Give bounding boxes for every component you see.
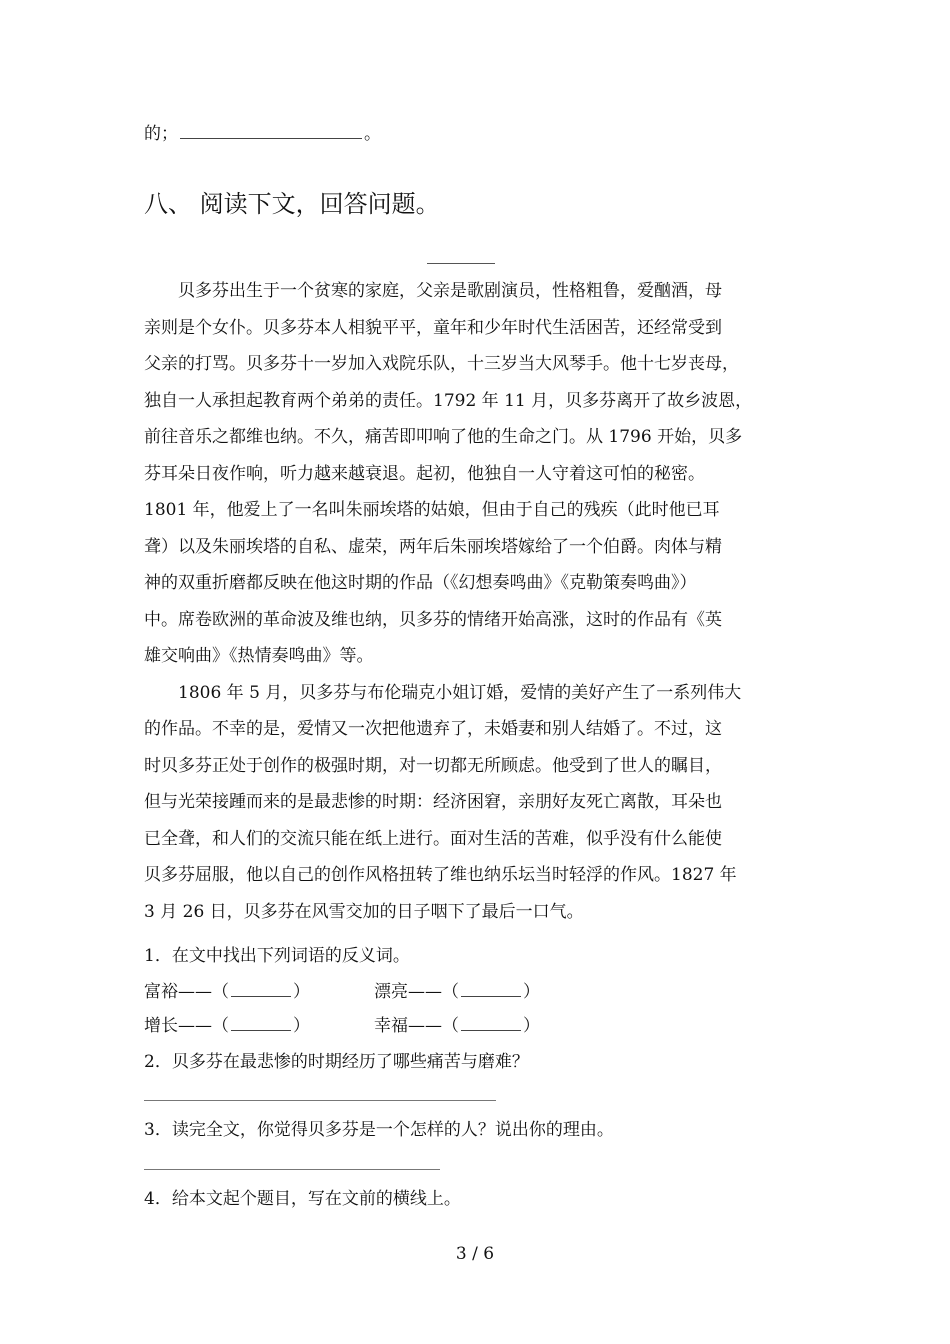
question-2-answer-line[interactable] [144, 1100, 496, 1101]
antonym-pair [374, 1014, 540, 1038]
passage-line: 中。席卷欧洲的革命波及维也纳，贝多芬的情绪开始高涨，这时的作品有《英 [144, 609, 722, 630]
passage-line: 贝多芬出生于一个贫寒的家庭，父亲是歌剧演员，性格粗鲁，爱酗酒，母 [144, 281, 722, 301]
question-3: 3．读完全文，你觉得贝多芬是一个怎样的人？说出你的理由。 [144, 1120, 614, 1140]
antonym-close: ） [523, 1016, 540, 1036]
passage-line: 时贝多芬正处于创作的极强时期，对一切都无所顾虑。他受到了世人的瞩目， [144, 755, 722, 776]
passage-line: 亲则是个女仆。贝多芬本人相貌平平，童年和少年时代生活困苦，还经常受到 [144, 317, 722, 338]
passage-line: 3 月 26 日，贝多芬在风雪交加的日子咽下了最后一口气。 [144, 901, 584, 922]
antonym-pair [144, 980, 310, 1004]
page-number: 3 / 6 [455, 1244, 495, 1264]
question-2: 2．贝多芬在最悲惨的时期经历了哪些痛苦与磨难？ [144, 1052, 529, 1072]
tail-prefix: 的； [144, 124, 178, 144]
question-3-answer-line[interactable] [144, 1169, 440, 1170]
antonym-blank[interactable] [231, 1029, 291, 1031]
antonym-blank[interactable] [461, 995, 521, 997]
antonym-close: ） [293, 982, 310, 1002]
antonym-word: 漂亮——（ [374, 982, 459, 1002]
answer-blank[interactable] [180, 137, 362, 139]
passage-line: 的作品。不幸的是，爱情又一次把他遗弃了，未婚妻和别人结婚了。不过，这 [144, 719, 722, 739]
antonym-word: 幸福——（ [374, 1016, 459, 1036]
previous-question-tail [144, 122, 381, 146]
passage-line: 神的双重折磨都反映在他这时期的作品（《幻想奏鸣曲》《克勒策奏鸣曲》） [144, 573, 697, 593]
passage-line: 聋）以及朱丽埃塔的自私、虚荣，两年后朱丽埃塔嫁给了一个伯爵。肉体与精 [144, 536, 722, 557]
passage-line: 前往音乐之都维也纳。不久，痛苦即叩响了他的生命之门。从 1796 开始，贝多 [144, 427, 743, 447]
passage-line: 独自一人承担起教育两个弟弟的责任。1792 年 11 月，贝多芬离开了故乡波恩， [144, 390, 753, 411]
antonym-pair [374, 980, 540, 1004]
antonym-word: 富裕——（ [144, 982, 229, 1002]
title-answer-blank[interactable] [427, 263, 495, 264]
antonym-close: ） [523, 982, 540, 1002]
antonym-blank[interactable] [231, 995, 291, 997]
passage-line: 芬耳朵日夜作响，听力越来越衰退。起初，他独自一人守着这可怕的秘密。 [144, 463, 705, 484]
tail-suffix: 。 [364, 124, 381, 144]
reading-passage [144, 273, 806, 930]
passage-line: 1806 年 5 月，贝多芬与布伦瑞克小姐订婚，爱情的美好产生了一系列伟大 [144, 682, 742, 703]
antonym-word: 增长——（ [144, 1016, 229, 1036]
passage-line: 贝多芬屈服，他以自己的创作风格扭转了维也纳乐坛当时轻浮的作风。1827 年 [144, 865, 737, 885]
antonym-close: ） [293, 1016, 310, 1036]
passage-line: 父亲的打骂。贝多芬十一岁加入戏院乐队，十三岁当大风琴手。他十七岁丧母， [144, 354, 739, 374]
passage-line: 已全聋，和人们的交流只能在纸上进行。面对生活的苦难，似乎没有什么能使 [144, 828, 722, 849]
question-1: 1．在文中找出下列词语的反义词。 [144, 946, 410, 966]
antonym-pair [144, 1014, 310, 1038]
passage-line: 雄交响曲》《热情奏鸣曲》等。 [144, 646, 374, 666]
passage-line: 1801 年，他爱上了一名叫朱丽埃塔的姑娘，但由于自己的残疾（此时他已耳 [144, 500, 720, 520]
antonym-blank[interactable] [461, 1029, 521, 1031]
question-4: 4．给本文起个题目，写在文前的横线上。 [144, 1189, 461, 1209]
passage-line: 但与光荣接踵而来的是最悲惨的时期：经济困窘，亲朋好友死亡离散，耳朵也 [144, 792, 722, 812]
section-heading: 八、 阅读下文，回答问题。 [144, 190, 440, 218]
